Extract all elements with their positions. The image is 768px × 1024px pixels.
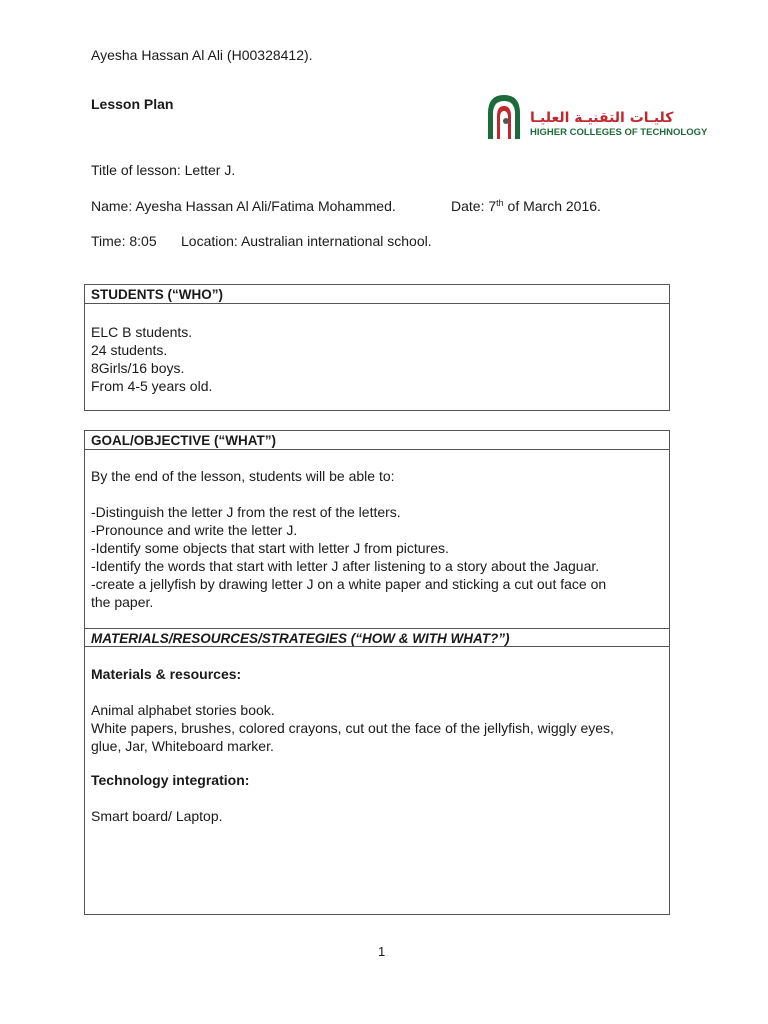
objective-item: -Pronounce and write the letter J. (91, 522, 298, 538)
college-emblem-icon (484, 93, 524, 139)
students-section (84, 284, 670, 411)
logo-english-text: HIGHER COLLEGES OF TECHNOLOGY (530, 127, 708, 138)
teacher-names: Name: Ayesha Hassan Al Ali/Fatima Mohammed. (91, 198, 396, 214)
objective-item: the paper. (91, 594, 154, 610)
goal-details (85, 450, 669, 628)
objective-item: -Distinguish the letter J from the rest of the letters. (91, 504, 401, 520)
students-heading: STUDENTS (“WHO”) (85, 285, 669, 304)
students-line: From 4-5 years old. (91, 378, 213, 394)
students-line: 24 students. (91, 342, 168, 358)
materials-heading: MATERIALS/RESOURCES/STRATEGIES (“HOW & WITH WHAT?”) (85, 628, 669, 647)
objective-item: -Identify the words that start with letter J after listening to a story about the Jaguar. (91, 558, 600, 574)
technology-line: Smart board/ Laptop. (91, 808, 223, 824)
goal-heading: GOAL/OBJECTIVE (“WHAT”) (85, 431, 669, 450)
lesson-date: Date: 7th of March 2016. (451, 198, 601, 214)
resources-heading: Materials & resources: (91, 666, 242, 682)
resource-line: White papers, brushes, colored crayons, cut out the face of the jellyfish, wiggly eyes, (91, 720, 614, 736)
author-line: Ayesha Hassan Al Ali (H00328412). (91, 47, 313, 63)
materials-details (85, 647, 669, 825)
logo-arabic-text: كليـات التقنيـة العليـا (530, 110, 674, 126)
resource-line: Animal alphabet stories book. (91, 702, 275, 718)
lesson-title: Title of lesson: Letter J. (91, 162, 236, 178)
resource-line: glue, Jar, Whiteboard marker. (91, 738, 274, 754)
goal-materials-section (84, 430, 670, 915)
lesson-time: Time: 8:05 (91, 233, 157, 249)
students-details (85, 304, 669, 395)
students-line: 8Girls/16 boys. (91, 360, 185, 376)
page-number: 1 (378, 944, 386, 959)
students-line: ELC B students. (91, 324, 193, 340)
objective-item: -Identify some objects that start with letter J from pictures. (91, 540, 449, 556)
objective-item: -create a jellyfish by drawing letter J on a white paper and sticking a cut out face on (91, 576, 607, 592)
technology-heading: Technology integration: (91, 772, 250, 788)
lesson-location: Location: Australian international school. (181, 233, 432, 249)
goal-intro: By the end of the lesson, students will be able to: (91, 468, 395, 484)
document-heading: Lesson Plan (91, 96, 174, 112)
